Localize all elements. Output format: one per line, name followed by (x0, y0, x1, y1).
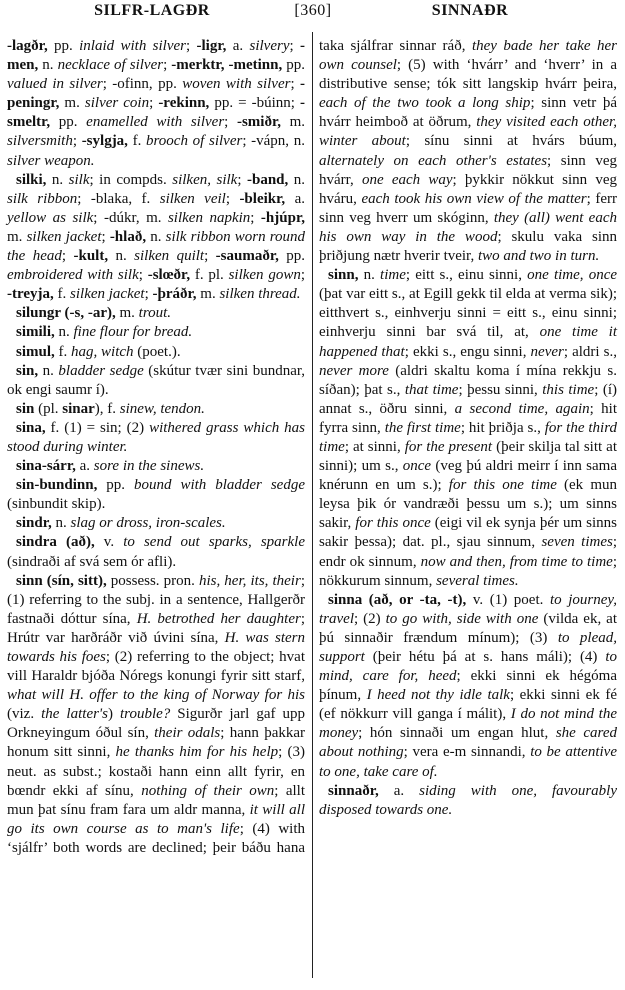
entry-text: (veg þú aldri meirr í inn sama knérunn en um s.); (319, 458, 618, 494)
definition: one each way (362, 171, 453, 188)
entry-text: pp. (50, 114, 87, 131)
definition: they visited each other, winter about (319, 114, 617, 150)
entry-text: pp. (282, 57, 306, 74)
entry-text: ; (250, 209, 261, 226)
entry-text: m. (7, 228, 27, 245)
definition: she cared about nothing (319, 725, 617, 761)
definition: necklace of silver (57, 57, 164, 74)
headword: -men, (7, 38, 305, 74)
headword: -bleikr, (239, 190, 286, 207)
entry-text: ; at sinni, (344, 438, 405, 455)
entry-text: n. (288, 171, 306, 188)
headword: simili, (16, 324, 55, 341)
headword: -ligr, (196, 38, 227, 54)
entry-text: a. (378, 782, 420, 799)
entry-text: ; skulu vaka sinn þriðjung nætr hverir tveir, (319, 228, 617, 265)
headword: -smeltr, (7, 95, 306, 131)
entry-text: n. (38, 57, 58, 74)
entry-text: ; (204, 248, 216, 265)
dictionary-entry (7, 400, 305, 419)
definition: to plead, support (319, 629, 617, 665)
dictionary-entry (7, 323, 305, 342)
headword: -kult, (73, 248, 109, 265)
entry-text: m. (115, 305, 139, 322)
running-header (0, 2, 625, 26)
entry-text: ; ekki s., engu sinni, (404, 343, 531, 360)
entry-text: ; ekki sinni ek hégóma þínum, (319, 668, 617, 704)
headword: sindr, (16, 515, 52, 532)
header-left-word: SILFR-LAGÐR (94, 2, 210, 19)
dictionary-entry (7, 419, 305, 457)
entry-text: Sigurðr jarl gaf upp Orkneyingum óðul sín, (7, 706, 305, 742)
definition: to mind, care for, heed (319, 649, 617, 685)
definition: that time (404, 381, 459, 398)
definition: I do not mind the money (319, 706, 617, 742)
entry-text: (aldri skaltu koma í mína rekkju s. síðan); þat s., (319, 362, 617, 398)
definition: they bade her take her own counsel (319, 38, 617, 74)
entry-text: f. (54, 343, 72, 360)
definition: silken jacket (26, 228, 102, 245)
entry-text: pp. = -búinn; (209, 95, 301, 112)
definition: enamelled with silver (86, 114, 225, 131)
dictionary-entry (7, 457, 305, 476)
entry-text: (pl. (34, 400, 63, 417)
entry-text: (viz. (7, 706, 42, 723)
entry-text: ; in compds. (89, 171, 173, 188)
entry-text: ; ekki sinni ek fé (ef nökkurr vill ganga í málit), (319, 687, 617, 723)
entry-text: ; (101, 228, 110, 245)
definition: his, her, its, their (198, 572, 301, 589)
headword: -band, (246, 171, 289, 188)
entry-text: f. (127, 133, 147, 150)
entry-text: ; endr ok sinnum, (319, 534, 617, 570)
entry-text: ), f. (94, 400, 120, 417)
definition: seven times (541, 534, 613, 551)
entry-text: f. (53, 286, 71, 303)
headword: sinar (62, 400, 95, 417)
entry-text: n. (358, 267, 381, 284)
entry-text: n. (46, 171, 69, 188)
definition: silken quilt (134, 248, 205, 265)
entry-text: (sinbundit skip). (7, 496, 106, 513)
entry-text: ; (61, 248, 74, 265)
definition: what will H. offer to the king of Norway for his (7, 687, 305, 704)
entry-text: n. (108, 248, 135, 265)
definition: for this once (355, 515, 431, 532)
definition: now and then, from time to time (420, 553, 613, 570)
headword: -merktr, -metinn, (171, 57, 283, 74)
definition: sore in the sinews. (93, 458, 205, 475)
dictionary-entry (7, 343, 305, 362)
definition: for the third time (319, 419, 617, 455)
headword: sin (16, 400, 35, 417)
entry-text: ; (144, 286, 153, 303)
headword: sinnaðr, (328, 782, 379, 799)
definition: to send out sparks, sparkle (123, 534, 305, 551)
definition: they (all) went each his own way in the wood (319, 209, 617, 245)
dictionary-entry (319, 266, 617, 591)
definition: H. betrothed her daughter (136, 610, 301, 627)
headword: sinn, (328, 267, 359, 284)
entry-text: ) (107, 706, 120, 723)
entry-text: ; vera e-m sinnandi, (403, 744, 531, 761)
entry-text: ; þykkir nökkut sinn veg hváru, (319, 171, 617, 207)
definition: fine flour for bread. (73, 324, 193, 341)
entry-text: (sindraði af svá sem ór afli). (7, 553, 177, 570)
column-divider (312, 32, 313, 978)
headword: -hlað, (109, 228, 147, 245)
entry-text: ; sinn veg hvárr, (319, 152, 617, 188)
dictionary-entry (7, 171, 305, 305)
definition: slag or dross, iron-scales. (70, 515, 226, 532)
headword: sina, (16, 419, 46, 436)
entry-text: (skútur tvær sini bundnar, ok engi saumr í). (7, 362, 306, 398)
definition: nothing of their own (141, 782, 275, 799)
headword: sindra (að), (16, 534, 95, 551)
entry-text: a. (226, 38, 250, 54)
entry-text: ; þessu sinni, (458, 381, 543, 398)
headword: -peningr, (7, 76, 305, 112)
header-right-word: SINNAÐR (431, 2, 509, 19)
definition: brooch of silver (146, 133, 243, 150)
entry-text: ; (2) referring to the object; hvat vill Haraldr bjóða Nóregs konungi fyrir sitt starf, (7, 649, 305, 685)
entry-text: ; (289, 38, 300, 54)
entry-text: pp. (278, 248, 306, 265)
definition: one time, once (527, 267, 618, 284)
entry-text: ; ferr sinn veg hverr um skóginn, (319, 190, 618, 226)
headword: simul, (16, 343, 55, 360)
headword: sina-sárr, (16, 458, 76, 475)
definition: never more (319, 362, 389, 379)
entry-text: ; (3) neut. as subst.; kostaði hann einn allt fyrir, en bœndr ekki af sínu, (7, 744, 305, 799)
dictionary-entry (7, 533, 305, 571)
definition: siding with one, favourably disposed towards one. (319, 782, 617, 818)
entry-text: ; hón sinnaði um engan hlut, (358, 725, 556, 742)
dictionary-entry (7, 37, 305, 171)
dictionary-entry (7, 572, 305, 858)
entry-text: (vilda ek, at þú sinnaðir frændum mínum); (3) (319, 610, 617, 646)
definition: trout. (138, 305, 172, 322)
entry-text: v. (94, 534, 124, 551)
dictionary-entry (319, 782, 617, 820)
entry-text: ; (1) referring to the subj. in a sentence, Hallgerðr fastnaði dóttur sína, (7, 572, 305, 627)
definition: withered grass which has stood during winter. (7, 419, 305, 455)
entry-text: ; (4) with ‘sjálfr’ both words are declined; þeir báðu hana (7, 820, 306, 856)
entry-text: ; -vápn, n. (242, 133, 305, 150)
definition: to go with, side with one (385, 610, 539, 627)
definition: their odals (154, 725, 221, 742)
definition: two and two in turn. (477, 248, 600, 265)
entry-text: pp. (47, 38, 80, 54)
entry-text: taka sjálfrar sinnar ráð, (319, 38, 472, 54)
headword: silungr (-s, -ar), (16, 305, 116, 322)
entry-text: ; hit þriðja s., (460, 419, 545, 436)
entry-text: ; Hrútr var harðráðr við úvini sína, (7, 610, 305, 646)
definition: time (380, 267, 406, 284)
definition: silk (68, 171, 90, 188)
left-column (7, 37, 305, 858)
definition: silversmith (7, 133, 73, 150)
dictionary-entry (7, 476, 305, 514)
definition: silken, silk (172, 171, 238, 188)
definition: silken veil (159, 190, 226, 207)
dictionary-entry (7, 362, 305, 400)
headword: silki, (16, 171, 47, 188)
headword: -smiðr, (236, 114, 281, 131)
definition: the latter's (41, 706, 108, 723)
entry-text: ; (í) annat s., öðru sinni, (319, 381, 617, 417)
headword: sin-bundinn, (16, 477, 98, 494)
entry-text: m. (59, 95, 85, 112)
definition: never (530, 343, 564, 360)
definition: for this one time (448, 477, 557, 494)
definition: silk ribbon worn round the head (7, 228, 305, 265)
entry-text: (eigi vil ek synja þér um sinns sakir þessa); dat. pl., sjau sinnum, (319, 515, 617, 551)
entry-text: m. (280, 114, 306, 131)
entry-text: ; eitt s., einu sinni, (405, 267, 528, 284)
entry-text: ; -dúkr, m. (93, 209, 168, 226)
definition: alternately on each other's estates (319, 152, 548, 169)
definition: to journey, travel (319, 591, 617, 627)
definition: hag, witch (71, 343, 134, 360)
definition: bladder sedge (58, 362, 144, 379)
entry-text: (ek mun leysa þik ór vandræði þessu um s.); um sinns sakir, (319, 477, 617, 532)
definition: valued in silver (7, 76, 103, 93)
entry-text: v. (1) poet. (466, 591, 550, 608)
entry-text: f. pl. (190, 267, 229, 284)
definition: a second time, again (454, 400, 590, 417)
definition: silken gown (228, 267, 301, 284)
definition: bound with bladder sedge (133, 477, 305, 494)
definition: this time (542, 381, 595, 398)
definition: inlaid with silver (79, 38, 186, 54)
entry-text: f. (1) = sin; (2) (45, 419, 150, 436)
headword: -þráðr, (152, 286, 197, 303)
page-number: [360] (294, 2, 332, 19)
entry-text: (þeir skilja tal sitt at sinni); um s., (319, 438, 617, 475)
definition: he thanks him for his help (115, 744, 279, 761)
definition: for the present (404, 438, 493, 455)
definition: one time it happened that (319, 324, 617, 360)
headword: -slœðr, (147, 267, 191, 284)
entry-text: ; (225, 190, 240, 207)
entry-text: ; (290, 76, 300, 93)
entry-text: ; hann þakkar honum sitt sinni, (7, 725, 306, 761)
definition: embroidered with silk (7, 267, 139, 284)
definition: trouble? (120, 706, 171, 723)
entry-text: ; (300, 267, 305, 284)
entry-text: ; allt mun þat sínu fram fara um aldr manna, (7, 782, 306, 818)
entry-text: (þat var eitt s., at Egill gekk til elda at verma sik); eitthvert s., einhverju sinni = eitt s., einu sinni; einhverju sinni bar svá til, at, (319, 286, 617, 341)
definition: the first time (384, 419, 461, 436)
definition: H. was stern towards his foes (7, 629, 305, 665)
definition: silken jacket (70, 286, 145, 303)
headword: -saumaðr, (215, 248, 279, 265)
headword: -lagðr, (7, 38, 48, 54)
definition: woven with silver (182, 76, 291, 93)
definition: silk ribbon (7, 190, 78, 207)
entry-text: ; sinn vetr þá hvárr heimboð at öðrum, (319, 95, 617, 131)
entry-text: ; (138, 267, 148, 284)
entry-text: ; (2) (354, 610, 386, 627)
entry-text: ; hit fyrra sinn, (319, 400, 617, 436)
entry-text: n. (54, 324, 74, 341)
definition: sinew, tendon. (119, 400, 205, 417)
definition: silver coin (84, 95, 150, 112)
entry-text: ; (224, 114, 237, 131)
headword: -sylgja, (81, 133, 128, 150)
right-column (319, 37, 617, 820)
definition: each took his own view of the matter (361, 190, 587, 207)
definition: silken thread. (219, 286, 301, 303)
entry-text: ; (5) with ‘hvárr’ and ‘hverr’ in a distributive sense; tók sitt langskip hvárr þeira, (319, 57, 617, 93)
headword: sin, (16, 362, 39, 379)
definition: yellow as silk (7, 209, 94, 226)
entry-text: n. (38, 362, 59, 379)
entry-text: ; (186, 38, 197, 54)
entry-text: (þeir hétu þá at s. hans máli); (4) (364, 649, 606, 665)
definition: I heed not thy idle talk (366, 687, 510, 704)
headword: -hjúpr, (260, 209, 305, 226)
definition: each of the two took a long ship (319, 95, 531, 112)
dictionary-entry (319, 37, 617, 266)
definition: silken napkin (167, 209, 251, 226)
definition: once (402, 458, 432, 475)
headword: sinn (sín, sitt), (16, 572, 107, 589)
entry-text: ; (163, 57, 172, 74)
entry-text: n. (51, 515, 71, 532)
entry-text: n. (146, 228, 166, 245)
entry-text: ; nökkurum sinnum, (319, 553, 618, 589)
headword: -rekinn, (158, 95, 210, 112)
definition: it will all go its own course as to man's life (7, 801, 305, 837)
dictionary-entry (7, 514, 305, 533)
entry-text: ; sínu sinni at hvárs búum, (405, 133, 617, 150)
entry-text: a. (285, 190, 305, 207)
headword: -treyja, (7, 286, 54, 303)
definition: to be attentive to one, take care of. (319, 744, 617, 780)
dictionary-entry (319, 591, 617, 782)
entry-text: ; (237, 171, 247, 188)
entry-text: possess. pron. (106, 572, 199, 589)
headword: sinna (að, or -ta, -t), (328, 591, 467, 608)
definition: several times. (436, 572, 519, 589)
entry-text: pp. (97, 477, 134, 494)
definition: silvery (249, 38, 290, 54)
entry-text: m. (196, 286, 220, 303)
entry-text: ; (72, 133, 82, 150)
dictionary-entry (7, 304, 305, 323)
definition: silver weapon. (7, 152, 95, 169)
entry-text: (poet.). (133, 343, 181, 360)
entry-text: a. (75, 458, 94, 475)
entry-text: ; aldri s., (563, 343, 617, 360)
entry-text: ; -ofinn, pp. (102, 76, 183, 93)
entry-text: ; -blaka, f. (77, 190, 160, 207)
entry-text: ; (149, 95, 159, 112)
